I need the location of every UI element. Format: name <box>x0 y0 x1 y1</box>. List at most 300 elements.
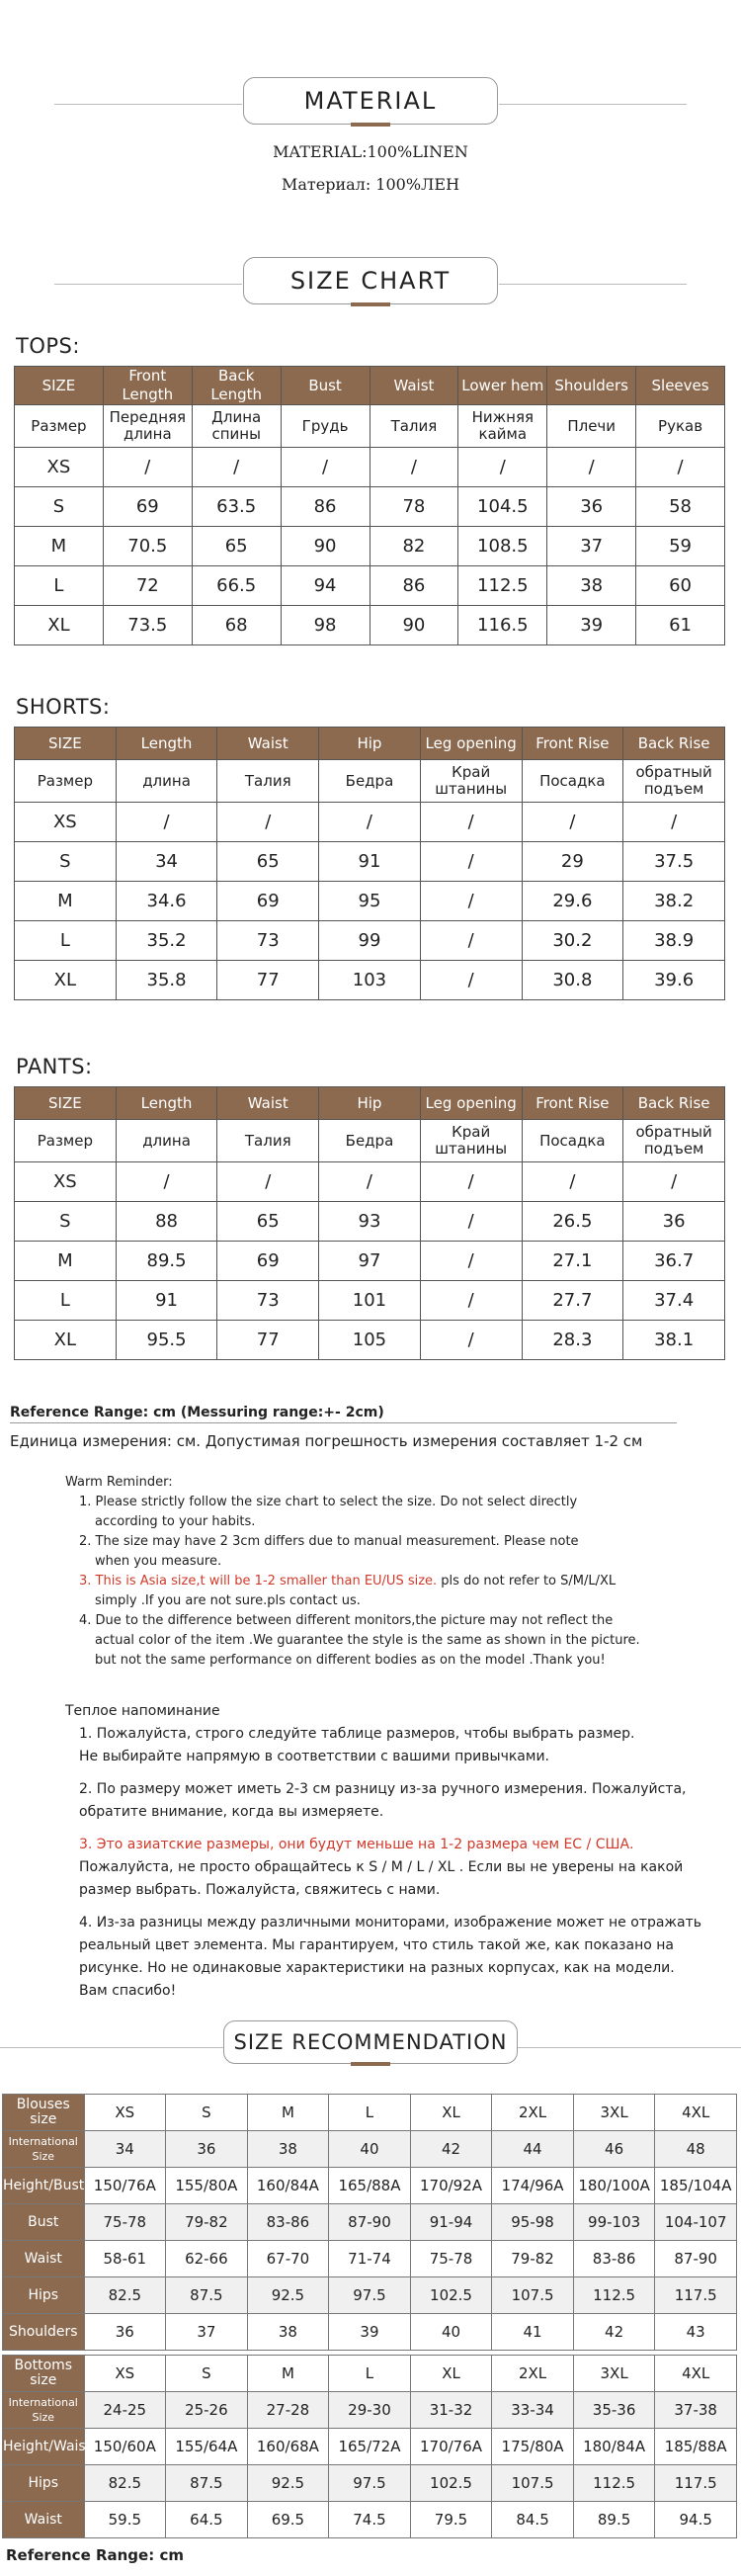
table-cell: 92.5 <box>247 2465 329 2502</box>
table-cell: 175/80A <box>492 2429 574 2465</box>
table-cell: M <box>247 2356 329 2392</box>
shorts-header-row <box>15 728 725 760</box>
table-row <box>15 606 725 645</box>
column-header-ru: длина <box>116 760 217 803</box>
table-cell: / <box>420 803 522 842</box>
table-cell: 69 <box>217 1242 319 1281</box>
tops-label: TOPS: <box>16 334 80 358</box>
column-header-ru: Грудь <box>281 405 370 448</box>
table-cell: 99-103 <box>573 2204 655 2241</box>
table-cell: L <box>15 921 117 961</box>
column-header: Shoulders <box>547 367 636 405</box>
table-cell: 39 <box>329 2314 411 2351</box>
table-row <box>3 2204 737 2241</box>
row-header: Waist <box>3 2502 85 2538</box>
table-cell: 97.5 <box>329 2277 411 2314</box>
table-cell: 155/64A <box>166 2429 248 2465</box>
size-chart-title: SIZE CHART <box>243 257 498 304</box>
column-header: Lower hem <box>458 367 547 405</box>
table-cell: 59.5 <box>84 2502 166 2538</box>
reminder-line: 1. Please strictly follow the size chart to select the size. Do not select directly <box>79 1495 578 1509</box>
table-cell: / <box>420 1281 522 1321</box>
table-cell: 48 <box>655 2131 737 2168</box>
table-cell: 101 <box>319 1281 421 1321</box>
table-cell: 107.5 <box>492 2277 574 2314</box>
table-cell: 38 <box>547 566 636 606</box>
table-cell: 70.5 <box>103 527 192 566</box>
blouses-recommendation-table <box>2 2094 737 2351</box>
table-cell: 33-34 <box>492 2392 574 2429</box>
table-cell: 170/76A <box>410 2429 492 2465</box>
row-header: International Size <box>3 2392 85 2429</box>
table-cell: 62-66 <box>166 2241 248 2277</box>
table-cell: 36 <box>84 2314 166 2351</box>
row-header: Height/Waist <box>3 2429 85 2465</box>
column-header: SIZE <box>15 728 117 760</box>
table-cell: S <box>166 2095 248 2131</box>
table-cell: 108.5 <box>458 527 547 566</box>
column-header: Waist <box>217 1087 319 1120</box>
table-cell: 89.5 <box>116 1242 217 1281</box>
table-cell: 69 <box>103 487 192 527</box>
table-cell: 79-82 <box>166 2204 248 2241</box>
column-header-ru: Талия <box>370 405 458 448</box>
column-header: Leg opening <box>420 728 522 760</box>
table-cell: 99 <box>319 921 421 961</box>
table-cell: 95 <box>319 882 421 921</box>
table-cell: 37.4 <box>623 1281 725 1321</box>
table-cell: 30.2 <box>522 921 623 961</box>
table-cell: L <box>15 566 104 606</box>
reminder-line: обратите внимание, когда вы измеряете. <box>79 1804 384 1820</box>
reminder-line: 4. Из-за разницы между различными мониторами, изображение может не отражать <box>79 1915 702 1931</box>
column-header: Waist <box>217 728 319 760</box>
table-cell: 37 <box>166 2314 248 2351</box>
table-cell: 180/84A <box>573 2429 655 2465</box>
table-cell: XS <box>15 448 104 487</box>
table-cell: 2XL <box>492 2356 574 2392</box>
column-header-ru: длина <box>116 1120 217 1162</box>
table-cell: S <box>15 487 104 527</box>
table-cell: 160/68A <box>247 2429 329 2465</box>
table-cell: M <box>15 527 104 566</box>
table-cell: 91-94 <box>410 2204 492 2241</box>
pants-table <box>14 1086 725 1360</box>
table-cell: 26.5 <box>522 1202 623 1242</box>
table-row <box>15 566 725 606</box>
table-cell: 29-30 <box>329 2392 411 2429</box>
table-cell: 38.1 <box>623 1321 725 1360</box>
reminder-line: 2. The size may have 2 3cm differs due to manual measurement. Please note <box>79 1534 579 1549</box>
table-cell: / <box>116 803 217 842</box>
column-header-ru: Бедра <box>319 1120 421 1162</box>
table-cell: 36 <box>623 1202 725 1242</box>
table-cell: 65 <box>217 842 319 882</box>
table-cell: 104-107 <box>655 2204 737 2241</box>
table-cell: 39.6 <box>623 961 725 1000</box>
column-header: Waist <box>370 367 458 405</box>
table-cell: XL <box>15 961 117 1000</box>
table-cell: 77 <box>217 961 319 1000</box>
warm-reminder-ru <box>65 1700 727 2003</box>
table-cell: 86 <box>281 487 370 527</box>
table-cell: 90 <box>281 527 370 566</box>
column-header: SIZE <box>15 1087 117 1120</box>
table-cell: 3XL <box>573 2095 655 2131</box>
column-header-ru: Размер <box>15 405 104 448</box>
reminder-line: Вам спасибо! <box>79 1983 177 1999</box>
table-cell: 107.5 <box>492 2465 574 2502</box>
column-header-ru: Талия <box>217 1120 319 1162</box>
row-header: International Size <box>3 2131 85 2168</box>
table-cell: 42 <box>410 2131 492 2168</box>
table-cell: 38.2 <box>623 882 725 921</box>
reminder-line: 3. Это азиатские размеры, они будут меньше на 1-2 размера чем EC / США. <box>79 1837 634 1852</box>
table-cell: 87.5 <box>166 2465 248 2502</box>
table-cell: 40 <box>329 2131 411 2168</box>
tops-header-ru-row <box>15 405 725 448</box>
reminder-line: according to your habits. <box>95 1514 256 1529</box>
table-cell: 89.5 <box>573 2502 655 2538</box>
row-header: Hips <box>3 2465 85 2502</box>
table-cell: 37-38 <box>655 2392 737 2429</box>
column-header-ru: Талия <box>217 760 319 803</box>
table-cell: 60 <box>636 566 725 606</box>
table-cell: 58-61 <box>84 2241 166 2277</box>
table-cell: 38 <box>247 2131 329 2168</box>
table-cell: 25-26 <box>166 2392 248 2429</box>
table-cell: 97 <box>319 1242 421 1281</box>
size-chart-title-block <box>0 257 741 312</box>
table-cell: / <box>217 1162 319 1202</box>
table-cell: 35.2 <box>116 921 217 961</box>
table-cell: 117.5 <box>655 2465 737 2502</box>
table-cell: 27.1 <box>522 1242 623 1281</box>
table-cell: 72 <box>103 566 192 606</box>
table-cell: 165/88A <box>329 2168 411 2204</box>
table-cell: 79.5 <box>410 2502 492 2538</box>
table-row <box>15 1321 725 1360</box>
table-cell: 36.7 <box>623 1242 725 1281</box>
reminder-line <box>65 1572 727 1591</box>
table-cell: 75-78 <box>84 2204 166 2241</box>
reminder-line: 1. Пожалуйста, строго следуйте таблице размеров, чтобы выбрать размер. <box>79 1726 635 1742</box>
table-row <box>15 1281 725 1321</box>
table-cell: 90 <box>370 606 458 645</box>
table-cell: 93 <box>319 1202 421 1242</box>
column-header: Front Rise <box>522 1087 623 1120</box>
table-cell: XS <box>84 2095 166 2131</box>
table-cell: 78 <box>370 487 458 527</box>
table-cell: 86 <box>370 566 458 606</box>
row-header: Blouses size <box>3 2095 85 2131</box>
column-header-ru: Посадка <box>522 760 623 803</box>
table-cell: 40 <box>410 2314 492 2351</box>
reminder-line: but not the same performance on different bodies as on the model .Thank you! <box>95 1653 606 1668</box>
table-cell: 160/84A <box>247 2168 329 2204</box>
table-cell: 83-86 <box>247 2204 329 2241</box>
table-cell: 105 <box>319 1321 421 1360</box>
shorts-label: SHORTS: <box>16 695 111 719</box>
column-header: Bust <box>281 367 370 405</box>
table-cell: 174/96A <box>492 2168 574 2204</box>
table-cell: / <box>458 448 547 487</box>
column-header-ru: Нижняя кайма <box>458 405 547 448</box>
tops-table <box>14 366 725 645</box>
table-cell: 66.5 <box>192 566 281 606</box>
material-line-en: MATERIAL:100%LINEN <box>273 142 468 161</box>
table-cell: / <box>116 1162 217 1202</box>
table-cell: 87-90 <box>329 2204 411 2241</box>
table-cell: / <box>420 1162 522 1202</box>
table-row <box>15 448 725 487</box>
material-title-block <box>0 77 741 132</box>
table-cell: 71-74 <box>329 2241 411 2277</box>
column-header-ru: Плечи <box>547 405 636 448</box>
table-cell: XL <box>410 2356 492 2392</box>
table-cell: / <box>319 1162 421 1202</box>
table-cell: 4XL <box>655 2356 737 2392</box>
table-cell: 27.7 <box>522 1281 623 1321</box>
table-cell: 69.5 <box>247 2502 329 2538</box>
tops-header-row <box>15 367 725 405</box>
table-cell: 44 <box>492 2131 574 2168</box>
table-cell: 28.3 <box>522 1321 623 1360</box>
table-cell: 30.8 <box>522 961 623 1000</box>
table-cell: 68 <box>192 606 281 645</box>
table-cell: 91 <box>116 1281 217 1321</box>
table-cell: 63.5 <box>192 487 281 527</box>
column-header: Leg opening <box>420 1087 522 1120</box>
reminder-line: when you measure. <box>95 1554 222 1569</box>
table-cell: 84.5 <box>492 2502 574 2538</box>
table-cell: 112.5 <box>573 2277 655 2314</box>
column-header-ru: Посадка <box>522 1120 623 1162</box>
table-cell: / <box>217 803 319 842</box>
pants-header-ru-row <box>15 1120 725 1162</box>
table-row <box>15 1162 725 1202</box>
table-cell: / <box>103 448 192 487</box>
table-cell: XS <box>15 1162 117 1202</box>
table-row <box>15 527 725 566</box>
column-header-ru: обратный подъем <box>623 760 725 803</box>
table-cell: 29 <box>522 842 623 882</box>
table-cell: 180/100A <box>573 2168 655 2204</box>
table-cell: 150/76A <box>84 2168 166 2204</box>
reminder-line: actual color of the item .We guarantee the style is the same as shown in the picture. <box>95 1633 640 1648</box>
table-cell: 65 <box>192 527 281 566</box>
table-cell: 38.9 <box>623 921 725 961</box>
table-cell: 35.8 <box>116 961 217 1000</box>
table-cell: 87-90 <box>655 2241 737 2277</box>
table-cell: M <box>15 882 117 921</box>
table-cell: 29.6 <box>522 882 623 921</box>
column-header: Front Rise <box>522 728 623 760</box>
table-cell: 3XL <box>573 2356 655 2392</box>
table-cell: 102.5 <box>410 2277 492 2314</box>
table-cell: 102.5 <box>410 2465 492 2502</box>
table-cell: / <box>192 448 281 487</box>
table-cell: 2XL <box>492 2095 574 2131</box>
table-cell: 79-82 <box>492 2241 574 2277</box>
reminder-line: Теплое напоминание <box>65 1703 220 1719</box>
table-row <box>3 2465 737 2502</box>
table-cell: 46 <box>573 2131 655 2168</box>
row-header: Height/Bust <box>3 2168 85 2204</box>
table-cell: XS <box>15 803 117 842</box>
table-cell: 77 <box>217 1321 319 1360</box>
table-row <box>3 2277 737 2314</box>
column-header: Front Length <box>103 367 192 405</box>
table-cell: 88 <box>116 1202 217 1242</box>
table-cell: 92.5 <box>247 2277 329 2314</box>
table-cell: 117.5 <box>655 2277 737 2314</box>
table-cell: M <box>15 1242 117 1281</box>
table-cell: / <box>420 1202 522 1242</box>
column-header: Sleeves <box>636 367 725 405</box>
table-cell: 82.5 <box>84 2277 166 2314</box>
table-cell: L <box>15 1281 117 1321</box>
reminder-line: реальный цвет элемента. Мы гарантируем, что стиль такой же, как показано на <box>79 1937 674 1953</box>
table-cell: / <box>522 803 623 842</box>
column-header: Back Rise <box>623 1087 725 1120</box>
reference-ru: Единица измерения: см. Допустимая погрешность измерения составляет 1-2 см <box>10 1432 643 1450</box>
reference-en: Reference Range: cm (Messuring range:+- 2cm) <box>10 1405 384 1420</box>
table-cell: XL <box>410 2095 492 2131</box>
table-cell: / <box>420 882 522 921</box>
reminder-line: Не выбирайте напрямую в соответствии с вашими привычками. <box>79 1749 549 1764</box>
reminder-line: simply .If you are not sure.pls contact us. <box>95 1593 361 1608</box>
column-header-ru: Длина спины <box>192 405 281 448</box>
column-header: Back Length <box>192 367 281 405</box>
table-row <box>3 2131 737 2168</box>
column-header-ru: Край штанины <box>420 760 522 803</box>
table-row <box>15 961 725 1000</box>
table-cell: / <box>281 448 370 487</box>
table-cell: / <box>623 803 725 842</box>
table-cell: XS <box>84 2356 166 2392</box>
reminder-line: размер выбрать. Пожалуйста, свяжитесь с нами. <box>79 1882 441 1898</box>
column-header: Back Rise <box>623 728 725 760</box>
table-cell: 170/92A <box>410 2168 492 2204</box>
column-header: Length <box>116 1087 217 1120</box>
column-header-ru: Бедра <box>319 760 421 803</box>
table-row <box>3 2314 737 2351</box>
table-cell: / <box>547 448 636 487</box>
table-row <box>15 921 725 961</box>
table-cell: 24-25 <box>84 2392 166 2429</box>
column-header-ru: Размер <box>15 1120 117 1162</box>
table-cell: / <box>420 1242 522 1281</box>
table-cell: 67-70 <box>247 2241 329 2277</box>
reminder-line: Warm Reminder: <box>65 1475 173 1490</box>
table-row <box>3 2168 737 2204</box>
column-header: Length <box>116 728 217 760</box>
column-header-ru: обратный подъем <box>623 1120 725 1162</box>
table-cell: L <box>329 2356 411 2392</box>
table-cell: 59 <box>636 527 725 566</box>
table-cell: 95-98 <box>492 2204 574 2241</box>
column-header: SIZE <box>15 367 104 405</box>
table-cell: 94.5 <box>655 2502 737 2538</box>
table-cell: / <box>623 1162 725 1202</box>
table-cell: 155/80A <box>166 2168 248 2204</box>
table-cell: 112.5 <box>573 2465 655 2502</box>
table-cell: 185/104A <box>655 2168 737 2204</box>
table-cell: 69 <box>217 882 319 921</box>
row-header: Hips <box>3 2277 85 2314</box>
table-cell: 82 <box>370 527 458 566</box>
table-row <box>15 487 725 527</box>
table-cell: 39 <box>547 606 636 645</box>
column-header-ru: Размер <box>15 760 117 803</box>
table-cell: 61 <box>636 606 725 645</box>
table-cell: 150/60A <box>84 2429 166 2465</box>
table-cell: S <box>166 2356 248 2392</box>
recommendation-title: SIZE RECOMMENDATION <box>223 2020 518 2064</box>
table-row <box>3 2241 737 2277</box>
table-cell: / <box>420 921 522 961</box>
table-cell: 38 <box>247 2314 329 2351</box>
table-cell: 73 <box>217 921 319 961</box>
reminder-line: рисунке. Но не одинаковые характеристики на разных корпусах, как на модели. <box>79 1960 675 1976</box>
table-cell: 103 <box>319 961 421 1000</box>
table-cell: 83-86 <box>573 2241 655 2277</box>
pants-label: PANTS: <box>16 1055 93 1078</box>
table-cell: 75-78 <box>410 2241 492 2277</box>
table-cell: 27-28 <box>247 2392 329 2429</box>
table-cell: 31-32 <box>410 2392 492 2429</box>
table-cell: 73.5 <box>103 606 192 645</box>
column-header: Hip <box>319 1087 421 1120</box>
reminder-highlight: 3. This is Asia size,t will be 1-2 smaller than EU/US size. <box>79 1574 438 1589</box>
table-cell: / <box>636 448 725 487</box>
table-cell: 185/88A <box>655 2429 737 2465</box>
table-cell: 36 <box>166 2131 248 2168</box>
row-header: Shoulders <box>3 2314 85 2351</box>
table-row <box>15 882 725 921</box>
shorts-table <box>14 727 725 1000</box>
pants-header-row <box>15 1087 725 1120</box>
recommendation-title-block <box>0 2020 741 2076</box>
shorts-header-ru-row <box>15 760 725 803</box>
row-header: Bottoms size <box>3 2356 85 2392</box>
table-cell: 98 <box>281 606 370 645</box>
table-row <box>15 803 725 842</box>
table-cell: / <box>319 803 421 842</box>
column-header-ru: Край штанины <box>420 1120 522 1162</box>
table-cell: 65 <box>217 1202 319 1242</box>
table-cell: 95.5 <box>116 1321 217 1360</box>
table-cell: 34.6 <box>116 882 217 921</box>
table-cell: 82.5 <box>84 2465 166 2502</box>
recommendation-reference: Reference Range: cm <box>6 2546 184 2564</box>
table-cell: 34 <box>116 842 217 882</box>
table-cell: 94 <box>281 566 370 606</box>
table-row <box>15 1242 725 1281</box>
table-cell: S <box>15 842 117 882</box>
table-cell: 104.5 <box>458 487 547 527</box>
table-cell: 112.5 <box>458 566 547 606</box>
table-row <box>3 2392 737 2429</box>
table-cell: / <box>522 1162 623 1202</box>
table-cell: / <box>420 1321 522 1360</box>
material-line-ru: Материал: 100%ЛЕН <box>281 175 460 194</box>
table-row <box>3 2095 737 2131</box>
table-cell: XL <box>15 1321 117 1360</box>
table-cell: 58 <box>636 487 725 527</box>
table-cell: / <box>420 961 522 1000</box>
